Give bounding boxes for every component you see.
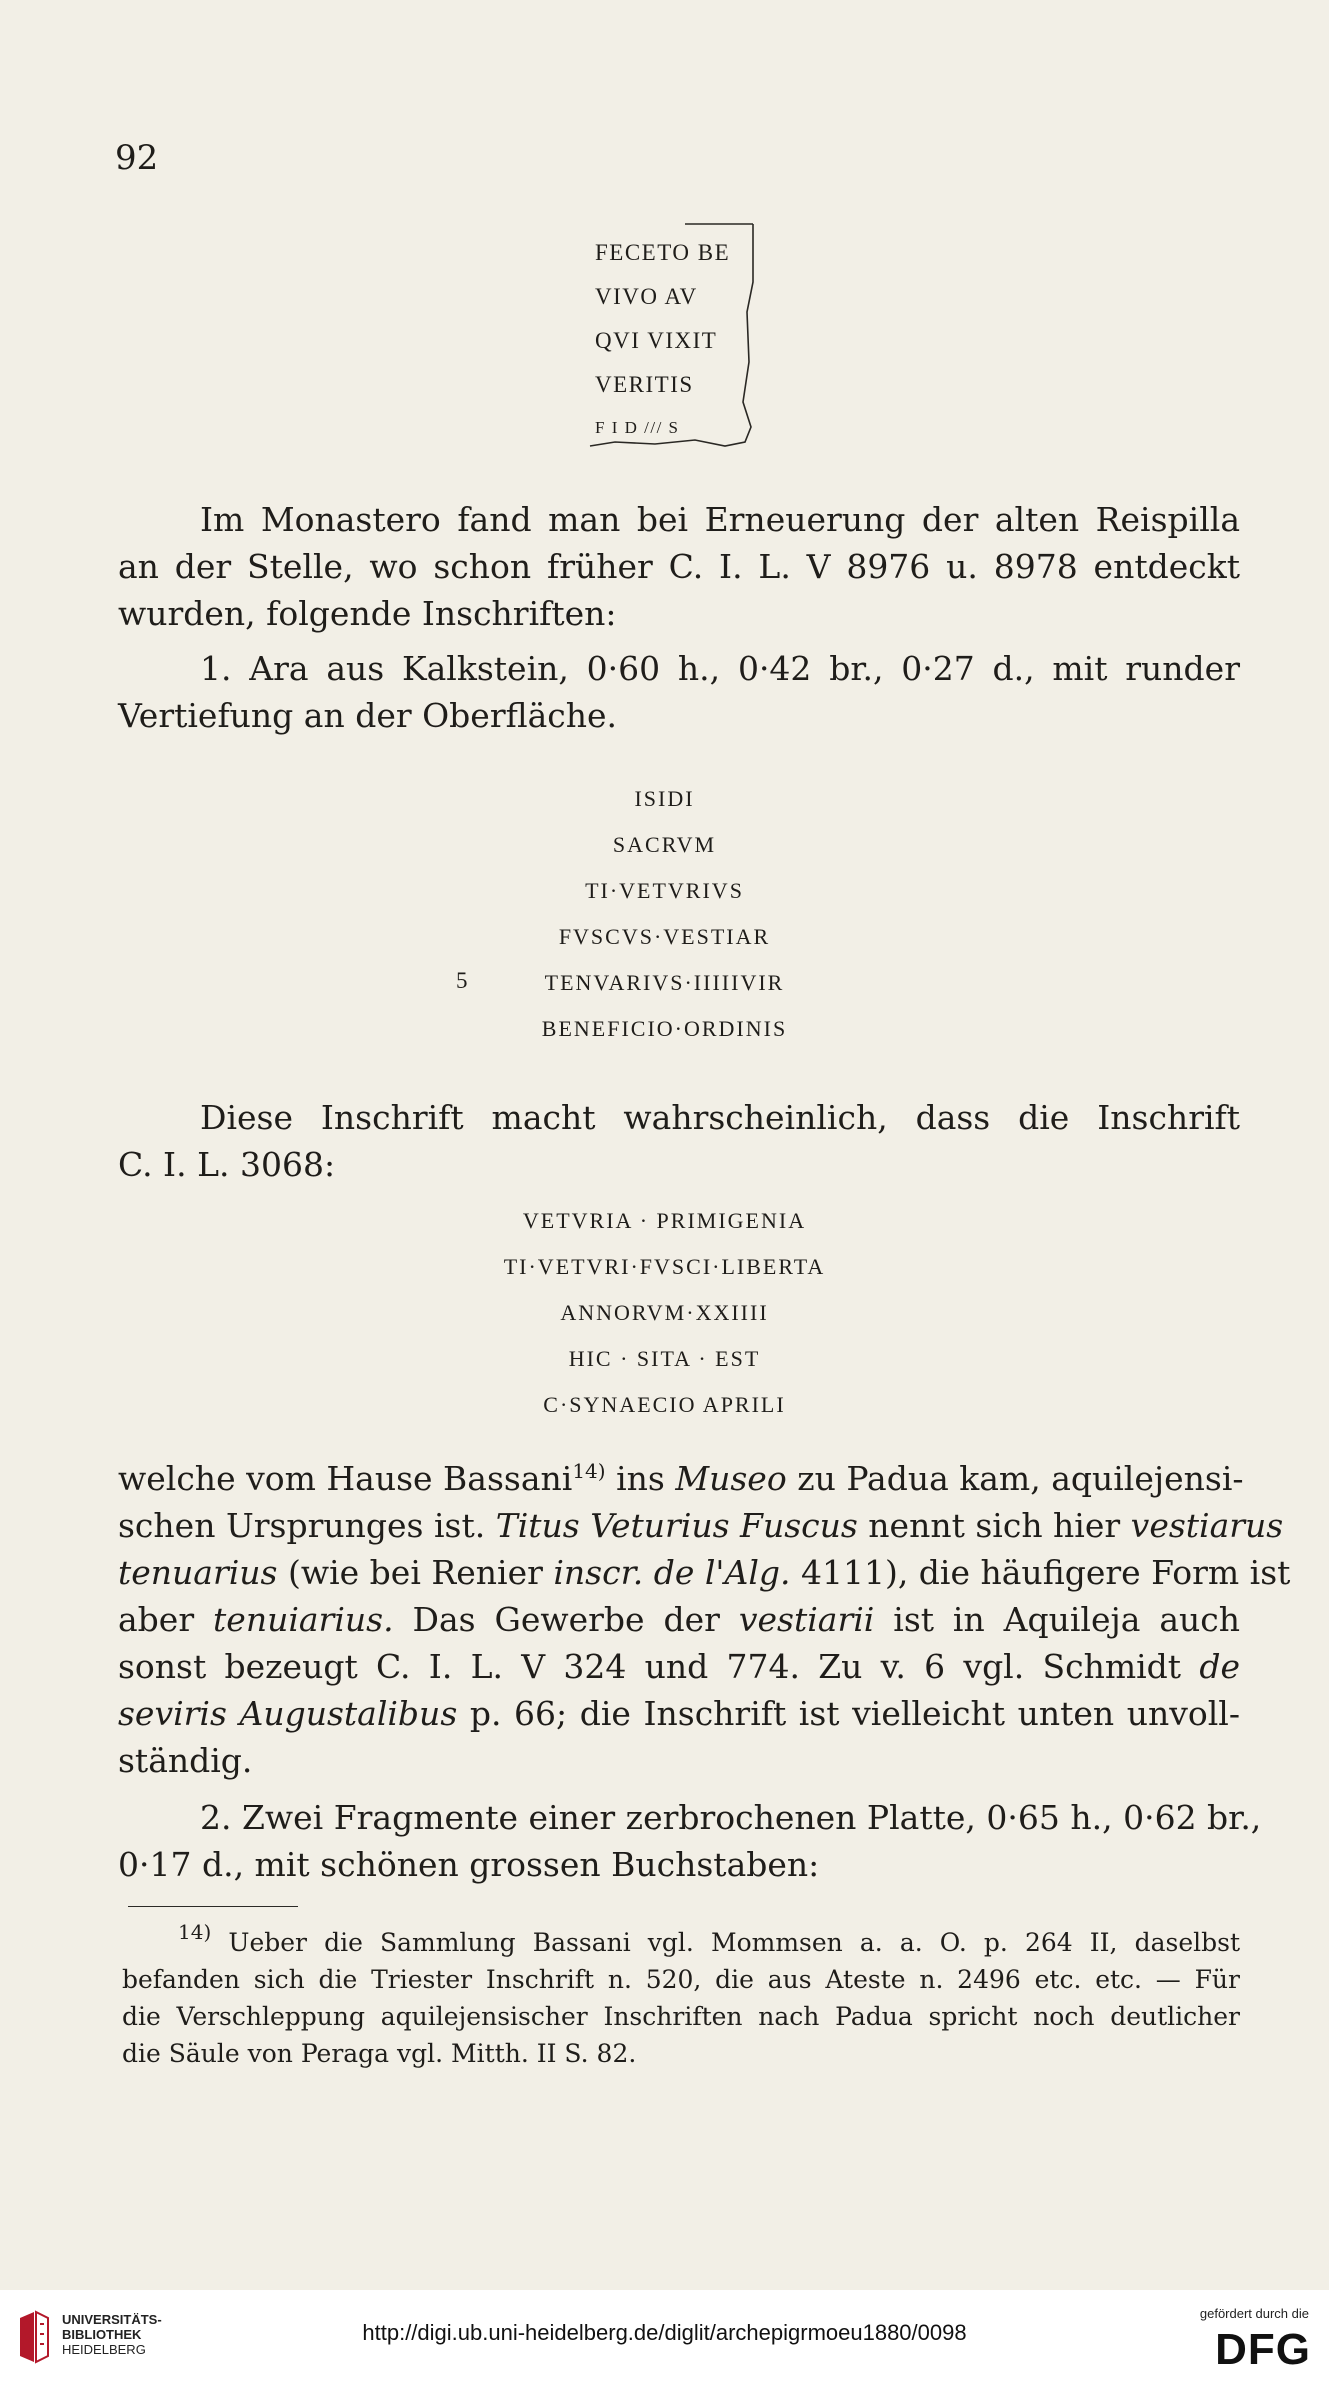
footnote-line: die Verschleppung aquilejensischer Inschriften nach Padua spricht noch deutlicher	[122, 2002, 1240, 2031]
inscription-fragment-1	[585, 222, 755, 450]
text-span: aber	[118, 1600, 214, 1639]
line-number: 5	[456, 968, 468, 993]
text-span: schen Ursprunges ist.	[118, 1506, 496, 1545]
text-line: 2. Zwei Fragmente einer zerbrochenen Platte, 0·65 h., 0·62 br.,	[200, 1798, 1262, 1837]
footnote-mark: 14)	[178, 1920, 212, 1944]
footnote-line: befanden sich die Triester Inschrift n. 520, die aus Ateste n. 2496 etc. etc. — Für	[122, 1965, 1240, 1994]
library-name-line: BIBLIOTHEK	[62, 2327, 142, 2342]
italic-span: Museo	[675, 1459, 787, 1498]
text-span: nennt sich hier	[857, 1506, 1131, 1545]
funded-by-label: gefördert durch die	[1199, 2306, 1309, 2321]
page-number: 92	[115, 138, 159, 178]
italic-span: inscr. de l'Alg.	[553, 1553, 791, 1592]
text-span: 4111), die häufigere Form ist	[790, 1553, 1291, 1592]
source-url-link[interactable]: http://digi.ub.uni-heidelberg.de/diglit/archepigrmoeu1880/0098	[362, 2320, 967, 2345]
fragment-line-3: QVI VIXIT	[595, 328, 718, 353]
inscription-line: FVSCVS·VESTIAR	[558, 924, 771, 949]
italic-span: tenuarius	[118, 1553, 278, 1592]
italic-span: seviris Augustalibus	[118, 1694, 458, 1733]
fragment-line-5: F I D /// S	[595, 418, 680, 437]
inscription-isidi	[0, 776, 1329, 1052]
text-line: Vertiefung an der Oberfläche.	[118, 696, 618, 735]
inscription-line: HIC · SITA · EST	[568, 1346, 761, 1371]
inscription-vetvria	[0, 1198, 1329, 1428]
text-line: wurden, folgende Inschriften:	[118, 594, 617, 633]
text-line: 1. Ara aus Kalkstein, 0·60 h., 0·42 br., 0·27 d., mit runder	[200, 649, 1240, 688]
text-span: sonst bezeugt C. I. L. V 324 und 774. Zu v. 6 vgl. Schmidt	[118, 1647, 1200, 1686]
paragraph-bassani	[118, 1455, 1291, 1784]
text-span: p. 66; die Inschrift ist vielleicht unten unvoll-	[457, 1694, 1241, 1733]
text-line: Diese Inschrift macht wahrscheinlich, dass die Inschrift	[200, 1098, 1240, 1137]
text-line: 0·17 d., mit schönen grossen Buchstaben:	[118, 1845, 820, 1884]
text-line: Im Monastero fand man bei Erneuerung der alten Reispilla	[200, 500, 1240, 539]
fragment-line-4: VERITIS	[595, 372, 694, 397]
library-name-line: UNIVERSITÄTS-	[62, 2312, 162, 2327]
paragraph-diese-inschrift	[118, 1094, 1240, 1188]
text-span: welche vom Hause Bassani	[118, 1459, 573, 1498]
text-line: ständig.	[118, 1741, 253, 1780]
inscription-line: C·SYNAECIO APRILI	[543, 1392, 786, 1417]
dfg-logo: DFG	[1215, 2325, 1311, 2374]
library-name-line: HEIDELBERG	[62, 2342, 146, 2357]
text-line	[118, 1502, 1284, 1549]
italic-span: vestiarus	[1130, 1506, 1284, 1545]
text-line: C. I. L. 3068:	[118, 1145, 336, 1184]
text-line	[118, 1455, 1244, 1502]
italic-span: Titus Veturius Fuscus	[495, 1506, 858, 1545]
footnote-line: die Säule von Peraga vgl. Mitth. II S. 82.	[122, 2039, 637, 2068]
footnote-line	[122, 1920, 1240, 1961]
text-span: Ueber die Sammlung Bassani vgl. Mommsen a. a. O. p. 264 II, daselbst	[211, 1928, 1240, 1957]
footnote-14	[122, 1920, 1240, 2072]
fragment-line-2: VIVO AV	[595, 284, 698, 309]
inscription-line: ANNORVM·XXIIII	[560, 1300, 769, 1325]
paragraph-fragmente	[118, 1794, 1262, 1888]
text-span: Das Gewerbe der	[393, 1600, 739, 1639]
inscription-line: SACRVM	[612, 832, 717, 857]
text-line	[118, 1596, 1240, 1643]
text-line	[118, 1549, 1291, 1596]
text-span: ist in Aquileja auch	[874, 1600, 1240, 1639]
text-line: an der Stelle, wo schon früher C. I. L. V 8976 u. 8978 entdeckt	[118, 547, 1240, 586]
inscription-line: ISIDI	[634, 786, 695, 811]
inscription-line: TI·VETVRIVS	[585, 878, 744, 903]
fragment-line-1: FECETO BE	[595, 240, 731, 265]
footer-bar	[0, 2290, 1329, 2383]
paragraph-ara	[118, 645, 1240, 739]
italic-span: vestiarii	[738, 1600, 875, 1639]
footnote-ref: 14)	[572, 1459, 606, 1483]
text-span: (wie bei Renier	[277, 1553, 554, 1592]
inscription-line: TI·VETVRI·FVSCI·LIBERTA	[503, 1254, 826, 1279]
italic-span: de	[1199, 1647, 1240, 1686]
text-span: ins	[605, 1459, 676, 1498]
paragraph-monastero	[118, 496, 1240, 637]
footnote-divider	[128, 1906, 298, 1907]
text-span: zu Padua kam, aquilejensi-	[786, 1459, 1244, 1498]
text-line	[118, 1690, 1240, 1737]
text-line	[118, 1643, 1240, 1690]
inscription-line: BENEFICIO·ORDINIS	[541, 1016, 788, 1041]
italic-span: tenuiarius.	[213, 1600, 394, 1639]
inscription-line: TENVARIVS·IIIIIVIR	[544, 970, 785, 995]
inscription-line: VETVRIA · PRIMIGENIA	[522, 1208, 807, 1233]
